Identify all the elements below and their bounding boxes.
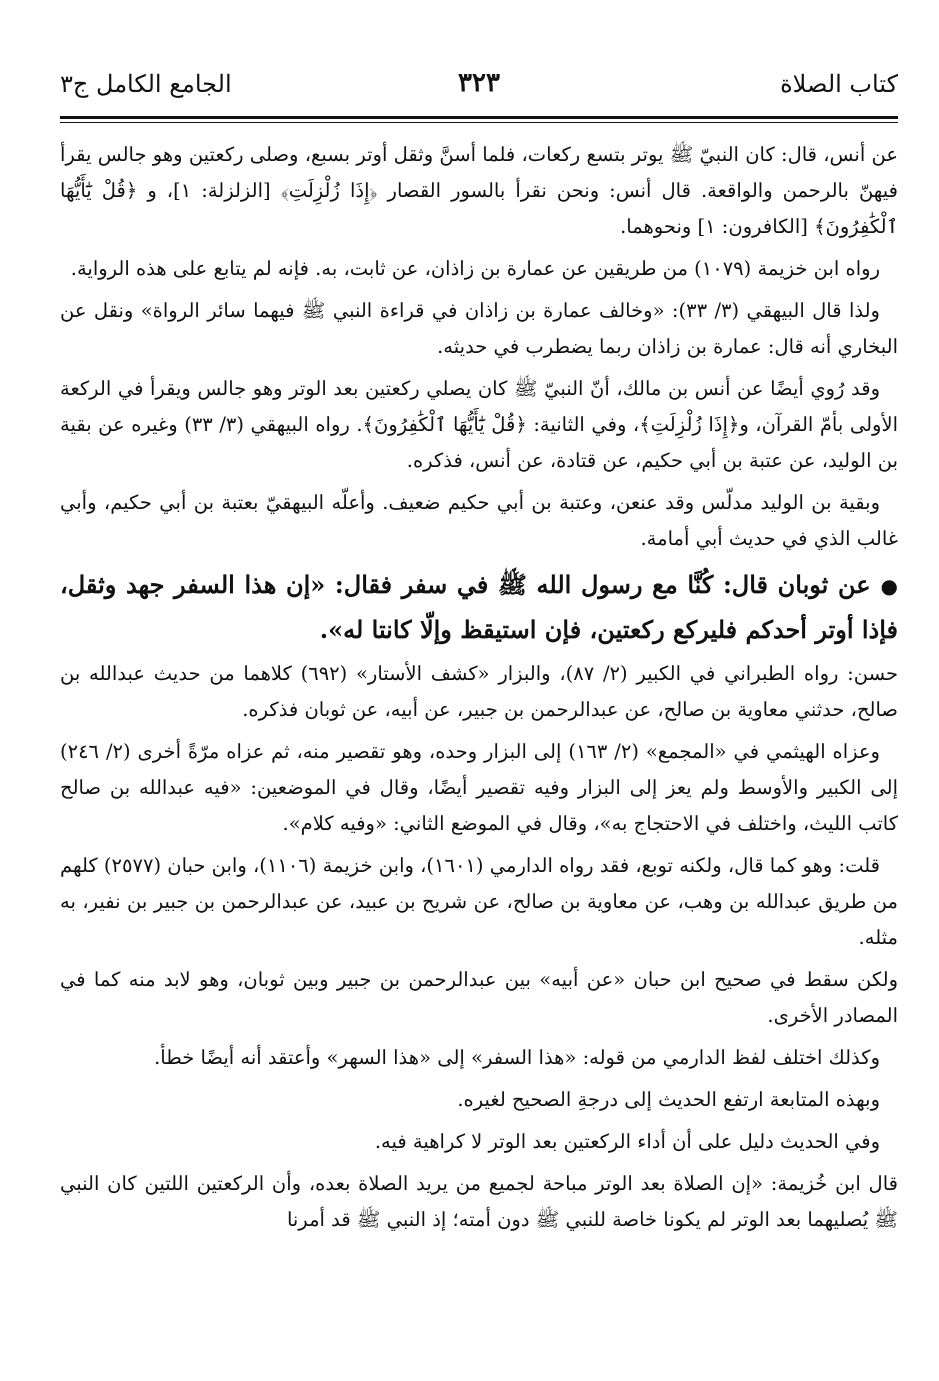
- bullet-icon: ●: [880, 574, 898, 598]
- header-rule-thin: [60, 122, 898, 123]
- page-number: ٣٢٣: [458, 68, 500, 98]
- chapter-title: كتاب الصلاة: [780, 70, 898, 98]
- hadith-text: [60, 563, 898, 652]
- paragraph: وعزاه الهيثمي في «المجمع» (٢/ ١٦٣) إلى البزار وحده، وهو تقصير منه، ثم عزاه مرّةً أخرى (٢/ ٢٤٦) إلى الكبير والأوسط ولم يعز إلى البزار وفيه تقصير أيضًا، وقال في الموضعين: «فيه عبدالله بن صالح كاتب الليث، واختلف في الاحتجاج به»، وقال في الموضع الثاني: «وفيه كلام».: [60, 740, 898, 835]
- paragraph: قال ابن خُزيمة: «إن الصلاة بعد الوتر مباحة لجميع من يريد الصلاة بعده، وأن الركعتين اللتين كان النبي ﷺ يُصليهما بعد الوتر لم يكونا خاصة للنبي ﷺ دون أمته؛ إذ النبي ﷺ قد أمرنا: [60, 1172, 898, 1231]
- page-body: [60, 137, 898, 1238]
- paragraph: وكذلك اختلف لفظ الدارمي من قوله: «هذا السفر» إلى «هذا السهر» وأعتقد أنه أيضًا خطأ.: [154, 1046, 880, 1069]
- paragraph: وقد رُوي أيضًا عن أنس بن مالك، أنّ النبيّ ﷺ كان يصلي ركعتين بعد الوتر وهو جالس ويقرأ في الركعة الأولى بأمّ القرآن، و﴿إِذَا زُلْزِلَتِ﴾، وفي الثانية: ﴿قُلْ يَٰٓأَيُّهَا ٱلْكَٰفِرُونَ﴾. رواه البيهقي (٣/ ٣٣) وغيره عن بقية بن الوليد، عن عتبة بن أبي حكيم، عن قتادة، عن أنس، فذكره.: [60, 377, 898, 472]
- paragraph: قلت: وهو كما قال، ولكنه توبع، فقد رواه الدارمي (١٦٠١)، وابن خزيمة (١١٠٦)، وابن حبان (٢٥٧٧) كلهم من طريق عبدالله بن وهب، عن معاوية بن صالح، عن شريح بن عبيد، عن عبدالرحمن بن جبير بن نفير، به مثله.: [60, 854, 898, 949]
- book-title: الجامع الكامل ج٣: [60, 70, 232, 98]
- book-page: [60, 62, 898, 1244]
- paragraph: وفي الحديث دليل على أن أداء الركعتين بعد الوتر لا كراهية فيه.: [374, 1130, 880, 1153]
- header-rule-thick: [60, 116, 898, 119]
- paragraph: حسن: رواه الطبراني في الكبير (٢/ ٨٧)، والبزار «كشف الأستار» (٦٩٢) كلاهما من حديث عبدالله بن صالح، حدثني معاوية بن صالح، عن عبدالرحمن بن جبير، عن أبيه، عن ثوبان فذكره.: [60, 662, 899, 721]
- paragraph: رواه ابن خزيمة (١٠٧٩) من طريقين عن عمارة بن زاذان، عن ثابت، به. فإنه لم يتابع على هذه الرواية.: [70, 257, 880, 280]
- page-header: [60, 62, 898, 114]
- paragraph: وبقية بن الوليد مدلّس وقد عنعن، وعتبة بن أبي حكيم ضعيف. وأعلّه البيهقيّ بعتبة بن أبي حكيم، وأبي غالب الذي في حديث أبي أمامة.: [60, 491, 898, 550]
- hadith-body: عن ثوبان قال: كُنَّا مع رسول الله ﷺ في سفر فقال: «إن هذا السفر جهد وثقل، فإذا أوتر أحدكم فليركع ركعتين، فإن استيقظ وإلّا كانتا له».: [60, 570, 898, 644]
- paragraph: ولذا قال البيهقي (٣/ ٣٣): «وخالف عمارة بن زاذان في قراءة النبي ﷺ فيهما سائر الرواة» ونقل عن البخاري أنه قال: عمارة بن زاذان ربما يضطرب في حديثه.: [60, 299, 898, 358]
- paragraph: وبهذه المتابعة ارتفع الحديث إلى درجةِ الصحيح لغيره.: [457, 1088, 880, 1111]
- paragraph: ولكن سقط في صحيح ابن حبان «عن أبيه» بين عبدالرحمن بن جبير وبين ثوبان، وهو لابد منه كما في المصادر الأخرى.: [60, 968, 898, 1027]
- paragraph: عن أنس، قال: كان النبيّ ﷺ يوتر بتسع ركعات، فلما أسنَّ وثقل أوتر بسبع، وصلى ركعتين وهو جالس يقرأ فيهنّ بالرحمن والواقعة. قال أنس: ونحن نقرأ بالسور القصار ﴿إِذَا زُلْزِلَتِ﴾ [الزلزلة: ١]، و ﴿قُلْ يَٰٓأَيُّهَا ٱلْكَٰفِرُونَ﴾ [الكافرون: ١] ونحوهما.: [60, 143, 899, 238]
